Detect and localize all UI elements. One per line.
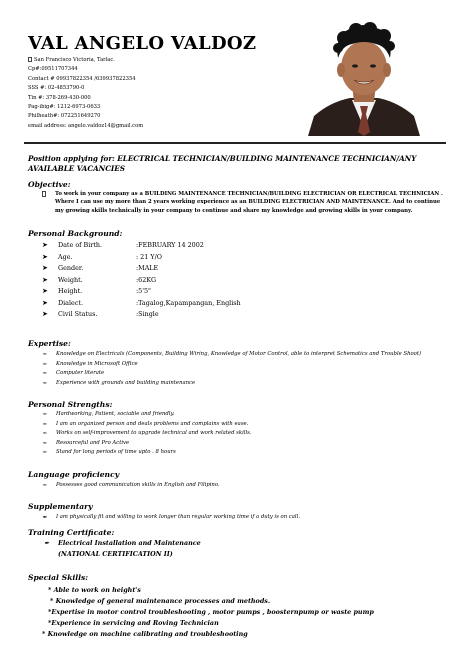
pen-bullet-icon: ✒ — [42, 514, 48, 521]
list-item: ✒ Works on self-improvement to upgrade technical and work related skills. — [42, 430, 252, 438]
pen-bullet-icon: ✒ — [42, 411, 48, 418]
pen-bullet-icon: ✒ — [44, 540, 50, 547]
pen-bullet-icon: ✒ — [42, 360, 48, 368]
expertise-list — [42, 350, 421, 388]
certificate-title: Electrical Installation and Maintenance — [58, 539, 201, 547]
bullet-box-icon — [42, 191, 46, 197]
list-item: ✒ Resourceful and Pro Active — [42, 439, 130, 447]
list-item: ✒ Experience with grounds and building maintenance — [42, 379, 196, 387]
pen-bullet-icon: ✒ — [42, 439, 48, 447]
background-list — [42, 240, 241, 321]
list-item: ✒ Knowledge on Electricals (Components, Building Wiring, Knowledge of Motor Control, able to interpret Schematics and Trouble Shoot) — [42, 351, 422, 358]
list-item: ➤ Gender. :MALE — [42, 263, 241, 275]
strengths-list — [42, 410, 252, 458]
contact-line: Cp#:09511707344 — [28, 66, 78, 73]
list-item: ✒ Hardworking, Patient, sociable and friendly. — [42, 411, 175, 418]
strengths-heading: Personal Strengths: — [28, 400, 113, 409]
background-heading: Personal Background: — [28, 229, 123, 238]
list-item: ✒ Stand for long periods of time upto . 8 hours — [42, 449, 176, 457]
arrow-bullet-icon: ➤ — [42, 241, 48, 249]
arrow-bullet-icon: ➤ — [42, 298, 48, 307]
contact-line: Contact # 09937822354 /639937822354 — [28, 75, 136, 82]
list-item: ➤ Date of Birth. :FEBRUARY 14 2002 — [42, 240, 241, 252]
expertise-heading: Expertise: — [28, 339, 71, 348]
certificate-subtitle: (NATIONAL CERTIFICATION II) — [58, 550, 173, 558]
arrow-bullet-icon: ➤ — [42, 275, 48, 284]
pen-bullet-icon: ✒ — [42, 379, 48, 387]
arrow-bullet-icon: ➤ — [42, 310, 48, 318]
list-item: ➤ Height. :5'5" — [42, 286, 241, 298]
arrow-bullet-icon: ➤ — [42, 252, 48, 261]
list-item: * Knowledge of general maintenance processes and methods. — [50, 597, 271, 605]
pen-bullet-icon: ✒ — [42, 430, 48, 438]
pen-bullet-icon: ✒ — [42, 482, 48, 489]
contact-line: SSS #: 02-4853790-0 — [28, 85, 85, 92]
special-skills-heading: Special Skills: — [28, 573, 89, 582]
supplementary-heading: Supplementary — [28, 502, 93, 511]
training-heading: Training Certificate: — [28, 528, 115, 537]
objective-heading: Objective: — [28, 180, 71, 189]
special-skills-list — [40, 585, 374, 640]
list-item: ➤ Age. : 21 Y/O — [42, 252, 241, 264]
arrow-bullet-icon: ➤ — [42, 264, 48, 272]
portrait-image — [300, 18, 428, 136]
email-line: email address: angelo.valdoz14@gmail.com — [28, 122, 144, 129]
contact-line: Tin #: 378-269-430-000 — [28, 94, 91, 101]
contact-line: Philheath#: 072251649270 — [28, 113, 101, 120]
pen-bullet-icon: ✒ — [42, 420, 48, 428]
list-item: * Able to work on height's — [48, 586, 141, 594]
training-certificate — [44, 538, 201, 560]
address-line: San Francisco Victoria, Tarlac. — [34, 57, 115, 63]
supplementary-list — [42, 513, 300, 523]
pen-bullet-icon: ✒ — [42, 351, 48, 358]
contact-line: Pag-ibig#: 1212-6973-0633 — [28, 104, 101, 111]
pen-bullet-icon: ✒ — [42, 370, 48, 378]
position-applying: Position applying for: ELECTRICAL TECHNICIAN/BUILDING MAINTENANCE TECHNICIAN/ANY AVAILABLE VACANCIES — [28, 154, 417, 173]
list-item: ➤ Civil Status. :Single — [42, 309, 241, 321]
list-item: ✒ Possesses good communication skills in English and Filipino. — [42, 482, 220, 489]
list-item: ➤ Weight. :62KG — [42, 275, 241, 287]
objective-text: To work in your company as a BUILDING MAINTENANCE TECHNICIAN/BUILDING ELECTRICIAN OR ELECTRICAL TECHNICIAN . Where I can use my more than 2 years working experience as an BUILDING ELECTRICIAN AND MAINTENANCE. And to continue my growing skills technically in your company to continue and share my knowledge and growing skills in your company. — [55, 191, 443, 214]
language-list — [42, 481, 220, 491]
list-item: ✒ Computer literate — [42, 370, 105, 378]
applicant-photo — [300, 18, 428, 136]
list-item: ✒ I am an organized person and deals problems and complains with ease. — [42, 420, 249, 428]
list-item: *Experience in servicing and Roving Technician — [48, 619, 219, 627]
arrow-bullet-icon: ➤ — [42, 287, 48, 295]
list-item: ✒ I am physically fit and willing to work longer than regular working time if a duty is on call. — [42, 514, 301, 521]
list-item: * Knowledge on machine calibrating and troubleshooting — [42, 630, 248, 638]
header-divider — [24, 142, 446, 144]
location-icon — [28, 57, 32, 62]
list-item: *Expertise in motor control troubleshooting , motor pumps , boosternpump or waste pump — [48, 608, 374, 616]
applicant-name: VAL ANGELO VALDOZ — [28, 33, 257, 54]
contact-block — [28, 56, 143, 131]
list-item: ✒ Knowledge in Microsoft Office — [42, 360, 138, 368]
pen-bullet-icon: ✒ — [42, 449, 48, 457]
list-item: ➤ Dialect. :Tagalog,Kapampangan, English — [42, 298, 241, 310]
language-heading: Language proficiency — [28, 470, 120, 479]
